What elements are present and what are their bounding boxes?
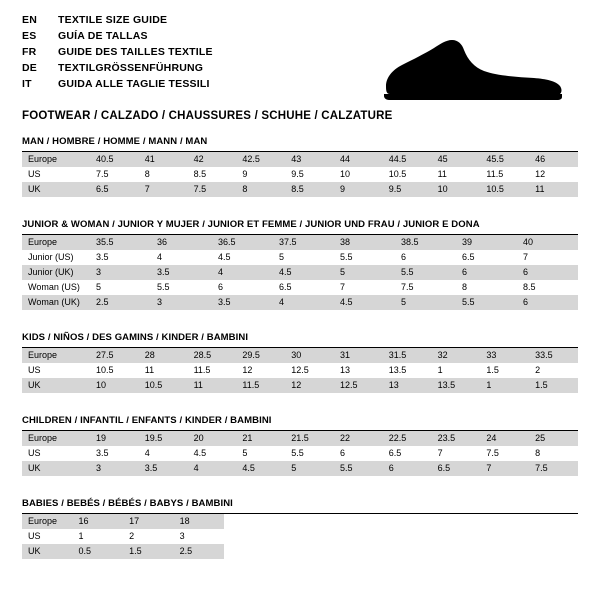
cell: 1.5: [123, 544, 174, 559]
cell: 12: [535, 169, 546, 179]
cell: 16: [73, 514, 124, 529]
cell: 4.5: [334, 295, 395, 310]
cell: 9: [242, 169, 248, 179]
row-label: UK: [22, 461, 90, 476]
cell: 32: [432, 348, 481, 363]
cell: 4.5: [218, 252, 231, 262]
cell: 1.5: [529, 378, 578, 393]
row-label: Europe: [22, 514, 73, 529]
row-label: UK: [22, 378, 90, 393]
cell: 11: [437, 169, 447, 179]
cell: 8.5: [523, 282, 536, 292]
cell: 2: [535, 365, 541, 375]
size-block-man: [22, 136, 578, 197]
cell: 45.5: [480, 152, 529, 167]
size-table-kids: [22, 348, 578, 393]
cell: 10: [339, 169, 350, 179]
cell: 13.5: [432, 378, 481, 393]
cell: 22: [334, 431, 383, 446]
cell: 27.5: [90, 348, 139, 363]
cell: 6: [456, 265, 517, 280]
language-code: DE: [22, 62, 37, 74]
cell: 6: [383, 461, 432, 476]
cell: 6: [517, 295, 578, 310]
cell: 10: [432, 182, 481, 197]
cell: 45: [432, 152, 481, 167]
cell-empty: [477, 544, 528, 559]
cell: 3: [90, 265, 151, 280]
cell: 11.5: [193, 365, 211, 375]
table-row: [22, 182, 578, 197]
size-block-kids: [22, 332, 578, 393]
size-block-junior-woman: [22, 219, 578, 310]
cell: 10: [90, 378, 139, 393]
table-row: [22, 446, 578, 461]
cell: 3.5: [212, 295, 273, 310]
language-code: EN: [22, 14, 37, 26]
cell: 5.5: [334, 461, 383, 476]
table-row: [22, 461, 578, 476]
cell: 23.5: [432, 431, 481, 446]
table-row: [22, 544, 578, 559]
cell-empty: [426, 544, 477, 559]
cell: 5: [279, 252, 285, 262]
language-row: [22, 62, 213, 78]
cell: 7.5: [188, 182, 237, 197]
cell-empty: [527, 514, 578, 529]
cell: 33.5: [529, 348, 578, 363]
cell: 2.5: [174, 544, 225, 559]
row-label: UK: [22, 182, 90, 197]
cell-empty: [275, 514, 326, 529]
cell: 4.5: [236, 461, 285, 476]
cell-empty: [376, 514, 427, 529]
cell: 12.5: [291, 365, 309, 375]
cell: 11.5: [236, 378, 285, 393]
table-row: [22, 431, 578, 446]
cell: 5.5: [291, 448, 304, 458]
table-row: [22, 363, 578, 378]
cell: 6: [517, 265, 578, 280]
row-label: Europe: [22, 431, 90, 446]
row-label: UK: [22, 544, 73, 559]
cell: 6: [218, 282, 224, 292]
size-table-children: [22, 431, 578, 476]
cell: 37.5: [273, 235, 334, 250]
row-label: Europe: [22, 152, 90, 167]
cell: 6.5: [279, 282, 292, 292]
cell: 35.5: [90, 235, 151, 250]
cell: 11: [529, 182, 578, 197]
cell: 7: [523, 252, 529, 262]
cell: 12: [285, 378, 334, 393]
cell: 29.5: [236, 348, 285, 363]
cell: 28: [139, 348, 188, 363]
cell: 10.5: [139, 378, 188, 393]
cell-empty: [224, 514, 275, 529]
cell: 2: [129, 531, 135, 541]
cell: 3.5: [151, 265, 212, 280]
cell: 6: [339, 448, 345, 458]
cell: 3: [179, 531, 185, 541]
block-title: JUNIOR & WOMAN / JUNIOR Y MUJER / JUNIOR ET FEMME / JUNIOR UND FRAU / JUNIOR E DONA: [22, 219, 480, 230]
header: [22, 14, 578, 122]
language-row: [22, 14, 213, 30]
cell: 7.5: [96, 169, 109, 179]
cell: 6.5: [90, 182, 139, 197]
cell: 4: [157, 252, 163, 262]
cell-empty: [477, 514, 528, 529]
cell: 7: [437, 448, 443, 458]
table-row: [22, 167, 578, 182]
cell: 13: [339, 365, 350, 375]
language-title: TEXTILGRÖSSENFÜHRUNG: [58, 62, 204, 74]
size-block-babies: [22, 498, 578, 559]
cell: 9.5: [291, 169, 304, 179]
cell: 6.5: [432, 461, 481, 476]
cell: 17: [123, 514, 174, 529]
cell-empty: [325, 529, 376, 544]
cell-empty: [376, 529, 427, 544]
cell: 19.5: [139, 431, 188, 446]
language-row: [22, 30, 213, 46]
cell: 12.5: [334, 378, 383, 393]
cell: 13.5: [388, 365, 407, 375]
row-label: US: [28, 365, 41, 375]
language-title: TEXTILE SIZE GUIDE: [58, 14, 168, 26]
cell: 19: [90, 431, 139, 446]
cell: 22.5: [383, 431, 432, 446]
cell: 7: [139, 182, 188, 197]
cell: 7: [480, 461, 529, 476]
cell: 8.5: [193, 169, 207, 179]
cell: 11.5: [486, 169, 504, 179]
language-code: IT: [22, 78, 32, 90]
cell: 1: [78, 531, 84, 541]
cell: 21.5: [285, 431, 334, 446]
table-row: [22, 295, 578, 310]
cell: 0.5: [73, 544, 124, 559]
cell: 28.5: [188, 348, 237, 363]
language-title: GUÍA DE TALLAS: [58, 30, 148, 42]
cell: 8: [144, 169, 150, 179]
cell: 8: [535, 448, 541, 458]
cell: 9: [334, 182, 383, 197]
cell: 7.5: [529, 461, 578, 476]
language-title: GUIDA ALLE TAGLIE TESSILI: [58, 78, 210, 90]
cell: 8: [236, 182, 285, 197]
block-title: KIDS / NIÑOS / DES GAMINS / KINDER / BAMBINI: [22, 332, 249, 343]
cell: 46: [529, 152, 578, 167]
cell: 13: [383, 378, 432, 393]
cell: 24: [480, 431, 529, 446]
cell: 1.5: [486, 365, 499, 375]
cell: 21: [236, 431, 285, 446]
cell: 6: [401, 252, 407, 262]
cell: 18: [174, 514, 225, 529]
cell-empty: [224, 544, 275, 559]
language-code: FR: [22, 46, 37, 58]
cell: 5.5: [395, 265, 456, 280]
cell: 3.5: [96, 448, 109, 458]
language-title-table: [22, 14, 213, 94]
cell: 4: [144, 448, 150, 458]
cell: 2.5: [90, 295, 151, 310]
row-label: US: [28, 169, 41, 179]
table-row: [22, 514, 578, 529]
row-label: Junior (US): [28, 252, 74, 262]
language-title-rows: [22, 14, 213, 94]
cell-empty: [376, 544, 427, 559]
cell: 39: [456, 235, 517, 250]
cell: 8.5: [285, 182, 334, 197]
size-block-children: [22, 415, 578, 476]
row-label: Woman (US): [28, 282, 80, 292]
language-title: GUIDE DES TAILLES TEXTILE: [58, 46, 213, 58]
table-row: [22, 378, 578, 393]
cell: 4: [188, 461, 237, 476]
cell: 5: [96, 282, 102, 292]
cell: 10.5: [388, 169, 407, 179]
cell-empty: [275, 529, 326, 544]
cell: 38.5: [395, 235, 456, 250]
cell: 36: [151, 235, 212, 250]
cell: 38: [334, 235, 395, 250]
cell: 3: [90, 461, 139, 476]
cell: 25: [529, 431, 578, 446]
cell: 6.5: [388, 448, 402, 458]
cell: 7.5: [401, 282, 414, 292]
cell: 4: [212, 265, 273, 280]
cell: 40.5: [90, 152, 139, 167]
table-row: [22, 152, 578, 167]
cell: 5: [334, 265, 395, 280]
row-label: Europe: [22, 348, 90, 363]
language-row: [22, 78, 213, 94]
cell: 1: [437, 365, 443, 375]
table-row: [22, 265, 578, 280]
cell: 9.5: [383, 182, 432, 197]
cell: 44: [334, 152, 383, 167]
cell-empty: [527, 529, 578, 544]
language-code: ES: [22, 30, 37, 42]
cell: 44.5: [383, 152, 432, 167]
cell: 31: [334, 348, 383, 363]
language-row: [22, 46, 213, 62]
table-row: [22, 250, 578, 265]
block-title: BABIES / BEBÉS / BÉBÉS / BABYS / BAMBINI: [22, 498, 233, 509]
cell: 5: [395, 295, 456, 310]
cell: 5: [242, 448, 248, 458]
row-label: US: [28, 531, 41, 541]
footwear-section-title: FOOTWEAR / CALZADO / CHAUSSURES / SCHUHE / CALZATURE: [22, 110, 393, 122]
cell: 3.5: [96, 252, 109, 262]
cell-empty: [527, 544, 578, 559]
cell: 3.5: [139, 461, 188, 476]
cell: 7.5: [486, 448, 499, 458]
dress-shoe-icon: [378, 34, 568, 104]
cell: 7: [340, 282, 346, 292]
cell: 41: [139, 152, 188, 167]
cell: 1: [480, 378, 529, 393]
cell: 5.5: [157, 282, 170, 292]
row-label: Junior (UK): [22, 265, 90, 280]
table-row: [22, 529, 578, 544]
cell: 5.5: [456, 295, 517, 310]
cell-empty: [224, 529, 275, 544]
cell: 11: [188, 378, 237, 393]
cell: 20: [188, 431, 237, 446]
cell: 43: [285, 152, 334, 167]
cell: 40: [517, 235, 578, 250]
cell: 5.5: [340, 252, 353, 262]
cell: 30: [285, 348, 334, 363]
cell: 12: [242, 365, 253, 375]
cell: 5: [285, 461, 334, 476]
cell-empty: [426, 514, 477, 529]
size-table-junior-woman: [22, 235, 578, 310]
table-row: [22, 280, 578, 295]
cell-empty: [477, 529, 528, 544]
cell: 42.5: [236, 152, 285, 167]
block-title: CHILDREN / INFANTIL / ENFANTS / KINDER / BAMBINI: [22, 415, 272, 426]
cell: 42: [188, 152, 237, 167]
cell: 4.5: [273, 265, 334, 280]
cell: 10.5: [480, 182, 529, 197]
cell: 33: [480, 348, 529, 363]
cell: 6.5: [462, 252, 475, 262]
cell: 4.5: [193, 448, 207, 458]
cell: 3: [151, 295, 212, 310]
cell: 8: [462, 282, 468, 292]
cell: 10.5: [96, 365, 114, 375]
table-row: [22, 348, 578, 363]
row-label: Europe: [22, 235, 90, 250]
table-row: [22, 235, 578, 250]
cell: 36.5: [212, 235, 273, 250]
size-table-babies: [22, 514, 578, 559]
cell-empty: [426, 529, 477, 544]
cell-empty: [325, 514, 376, 529]
cell: 4: [273, 295, 334, 310]
block-title: MAN / HOMBRE / HOMME / MANN / MAN: [22, 136, 208, 147]
cell-empty: [325, 544, 376, 559]
cell: 31.5: [383, 348, 432, 363]
cell: 11: [144, 365, 155, 375]
size-table-man: [22, 152, 578, 197]
row-label: Woman (UK): [22, 295, 90, 310]
cell-empty: [275, 544, 326, 559]
row-label: US: [28, 448, 41, 458]
